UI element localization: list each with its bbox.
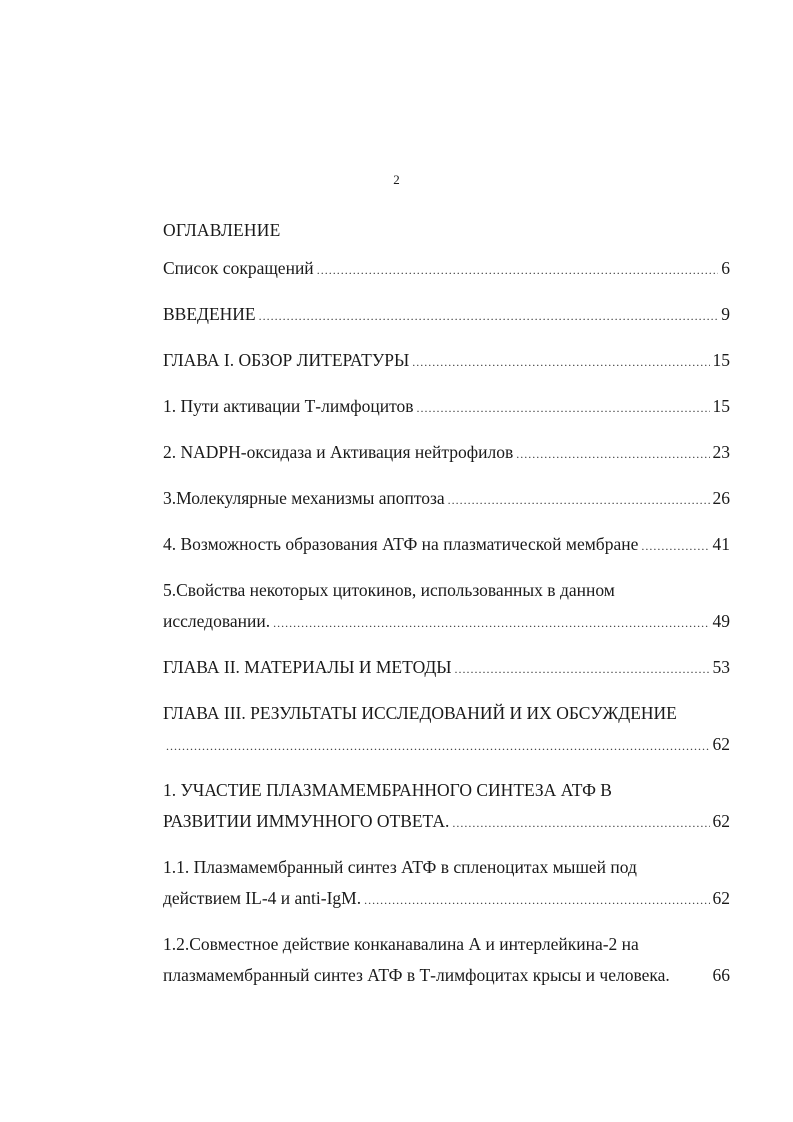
toc-entry-section-4 — [163, 534, 730, 555]
toc-leader-dots — [317, 263, 719, 278]
toc-entry-page: 15 — [712, 350, 730, 370]
toc-entry-chapter-3 — [163, 734, 730, 755]
toc-entry-page: 62 — [712, 811, 730, 831]
page-number: 2 — [393, 172, 400, 187]
toc-entry-page: 49 — [712, 611, 730, 631]
toc-entry-chapter-3-line1: ГЛАВА III. РЕЗУЛЬТАТЫ ИССЛЕДОВАНИЙ И ИХ ОБСУЖДЕНИЕ — [163, 703, 677, 723]
toc-leader-dots — [452, 816, 709, 831]
toc-leader-dots — [417, 401, 710, 416]
toc-entry-part-1 — [163, 811, 730, 832]
toc-leader-dots — [516, 447, 709, 462]
toc-entry-label: Список сокращений — [163, 258, 314, 278]
toc-leader-dots — [166, 739, 710, 754]
toc-leader-dots — [259, 309, 719, 324]
toc-entry-section-2 — [163, 442, 730, 463]
toc-entry-label: РАЗВИТИИ ИММУННОГО ОТВЕТА. — [163, 811, 450, 831]
toc-entry-page: 62 — [712, 888, 730, 908]
toc-entry-label: 3.Молекулярные механизмы апоптоза — [163, 488, 445, 508]
toc-entry-page: 26 — [712, 488, 730, 508]
toc-leader-dots — [455, 662, 710, 677]
toc-entry-section-3 — [163, 488, 730, 509]
toc-entry-section-1 — [163, 396, 730, 417]
toc-leader-dots — [273, 616, 709, 631]
toc-entry-list-of-abbreviations — [163, 258, 730, 279]
toc-leader-dots — [448, 493, 710, 508]
toc-entry-introduction — [163, 304, 730, 325]
toc-heading: ОГЛАВЛЕНИЕ — [163, 220, 281, 240]
toc-entry-label: ГЛАВА I. ОБЗОР ЛИТЕРАТУРЫ — [163, 350, 410, 370]
toc-entry-label: исследовании. — [163, 611, 271, 631]
toc-entry-page: 62 — [712, 734, 730, 754]
toc-entry-label: плазмамембранный синтез АТФ в Т-лимфоцитах крысы и человека. — [163, 965, 670, 985]
toc-entry-chapter-2 — [163, 657, 730, 678]
toc-entry-chapter-1 — [163, 350, 730, 371]
toc-entry-part-1-1 — [163, 888, 730, 909]
toc-entry-part-1-2 — [163, 965, 730, 986]
toc-leader-dots — [412, 355, 709, 370]
toc-entry-label: ГЛАВА II. МАТЕРИАЛЫ И МЕТОДЫ — [163, 657, 452, 677]
toc-entry-section-5 — [163, 611, 730, 632]
toc-entry-page: 41 — [712, 534, 730, 554]
toc-leader-dots — [364, 893, 709, 908]
toc-leader-dots — [641, 539, 709, 554]
toc-entry-page: 9 — [721, 304, 730, 324]
toc-entry-label: 4. Возможность образования АТФ на плазматической мембране — [163, 534, 639, 554]
toc-entry-label: 1. Пути активации Т-лимфоцитов — [163, 396, 414, 416]
toc-entry-page: 15 — [712, 396, 730, 416]
toc-entry-page: 66 — [712, 965, 730, 985]
toc-entry-section-5-line1: 5.Свойства некоторых цитокинов, использованных в данном — [163, 580, 615, 600]
toc-entry-page: 6 — [721, 258, 730, 278]
toc-entry-label: ВВЕДЕНИЕ — [163, 304, 256, 324]
toc-entry-label: 2. NADPH-оксидаза и Активация нейтрофилов — [163, 442, 514, 462]
toc-entry-part-1-line1: 1. УЧАСТИЕ ПЛАЗМАМЕМБРАННОГО СИНТЕЗА АТФ В — [163, 780, 612, 800]
toc-entry-part-1-2-line1: 1.2.Совместное действие конканавалина А и интерлейкина-2 на — [163, 934, 639, 954]
toc-entry-part-1-1-line1: 1.1. Плазмамембранный синтез АТФ в спленоцитах мышей под — [163, 857, 637, 877]
toc-entry-page: 23 — [712, 442, 730, 462]
toc-entry-label: действием IL-4 и anti-IgM. — [163, 888, 362, 908]
toc-entry-page: 53 — [712, 657, 730, 677]
